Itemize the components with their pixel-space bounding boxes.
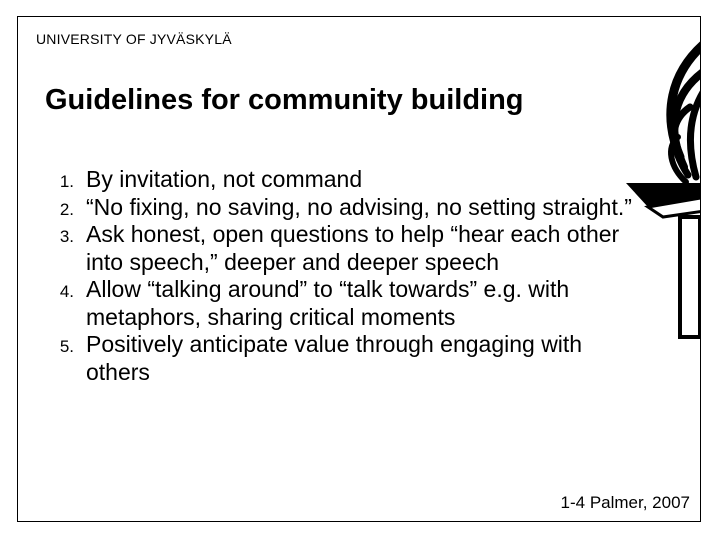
university-header: UNIVERSITY OF JYVÄSKYLÄ [36, 31, 232, 47]
list-item-number: 1. [59, 172, 74, 191]
list-item [36, 331, 646, 386]
list-item-number: 4. [59, 282, 74, 301]
list-item-number: 2. [59, 199, 74, 219]
list-item-text: By invitation, not command [86, 166, 363, 192]
citation: 1-4 Palmer, 2007 [560, 493, 690, 512]
list-item-text: Positively anticipate value through engaging with others [86, 331, 583, 385]
slide-title: Guidelines for community building [45, 84, 524, 116]
list-item-number: 3. [59, 227, 74, 246]
list-item-number: 5. [59, 337, 74, 356]
list-item-text: Allow “talking around” to “talk towards” e.g. with metaphors, sharing critical moments [86, 276, 570, 330]
guidelines-list [36, 166, 646, 386]
list-item [36, 221, 646, 276]
list-item-text: Ask honest, open questions to help “hear each other into speech,” deeper and deeper speech [86, 221, 620, 275]
list-item [36, 166, 646, 194]
list-item [36, 276, 646, 331]
list-item-text: “No fixing, no saving, no advising, no setting straight.” [86, 193, 632, 220]
list-item [36, 194, 646, 222]
slide-frame [17, 16, 701, 522]
